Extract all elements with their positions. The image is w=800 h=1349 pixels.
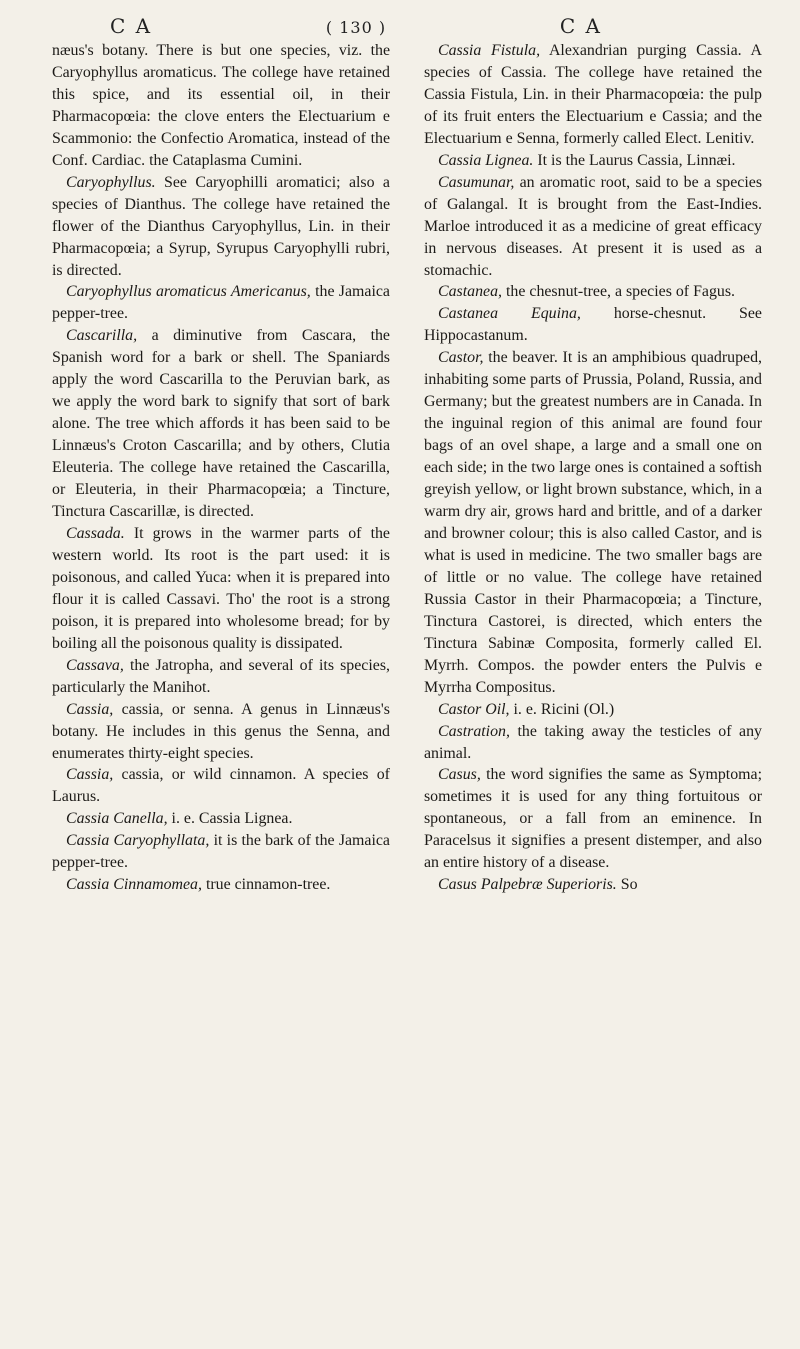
dictionary-entry <box>424 874 762 896</box>
entry-text: So <box>620 876 638 894</box>
entry-term: Cascarilla, <box>66 327 138 345</box>
entry-term: Caryophyllus. <box>66 173 156 191</box>
dictionary-entry <box>424 347 762 698</box>
entry-text: an aromatic root, said to be a species of Galangal. It is brought from the East-Indies. Marloe introduced it as a medicine of great efficacy in nervous diseases. At present it is used as a stomachic. <box>424 173 762 279</box>
entry-text: i. e. Ricini (Ol.) <box>513 700 615 718</box>
header-right: C A <box>559 14 602 38</box>
entry-term: Cassia Fistula, <box>438 42 541 59</box>
dictionary-entry <box>424 303 762 347</box>
entry-text: the taking away the testicles of any animal. <box>424 722 762 762</box>
entry-term: Caryophyllus aromaticus Americanus, <box>66 283 311 301</box>
entry-term: Casumunar, <box>438 173 515 191</box>
entry-text: the beaver. It is an amphibious quadruped, inhabiting some parts of Prussia, Poland, Russia, and Germany; but the greatest numbers are in Canada. In the inguinal region of this animal are found four bags of an ovel shape, a large and a small one on each side; in the two large ones is contained a softish greyish yellow, or light brown substance, which, in a warm dry air, grows hard and brittle, and of a darker and browner colour; this is also called Castor, and is what is used in medicine. The two smaller bags are of little or no value. The college have retained Russia Castor in their Pharmacopœia; a Tincture, Tinctura Castorei, is directed, which enters the Tinctura Sabinæ Composita, formerly called El. Myrrh. Compos. the powder enters the Pulvis e Myrrha Compositus. <box>424 349 763 696</box>
text-columns <box>52 40 762 896</box>
entry-text: the word signifies the same as Symptoma; sometimes it is used for any thing fortuitous or spontaneous, or a fall from an eminence. In Paracelsus it signifies a present distemper, and also an entire history of a disease. <box>424 766 762 872</box>
dictionary-entry <box>52 40 390 172</box>
entry-text: Alexandrian purging Cassia. A species of Cassia. The college have retained the Cassia Fistula, Lin. in their Pharmacopœia: the pulp of its fruit enters the Electuarium e Cassia; and the Electuarium e Senna, formerly called Elect. Lenitiv. <box>424 42 762 147</box>
entry-text: the Jatropha, and several of its species, particularly the Manihot. <box>52 656 390 696</box>
header-left: C A <box>110 14 153 38</box>
entry-text: the Jamaica pepper-tree. <box>52 283 390 323</box>
dictionary-entry <box>52 281 390 325</box>
entry-term: Cassia Lignea. <box>438 151 534 169</box>
entry-text: See Caryophilli aromatici; also a species of Dianthus. The college have retained the flower of the Dianthus Caryophyllus, Lin. in their Pharmacopœia; a Syrup, Syrupus Caryophylli rubri, is directed. <box>52 173 390 279</box>
dictionary-entry <box>52 874 390 896</box>
entry-text: cassia, or senna. A genus in Linnæus's botany. He includes in this genus the Senna, and enumerates thirty-eight species. <box>52 700 390 762</box>
dictionary-entry <box>52 830 390 874</box>
dictionary-entry <box>52 699 390 765</box>
entry-term: Cassia, <box>66 700 114 718</box>
dictionary-entry <box>424 699 762 721</box>
dictionary-entry <box>424 764 762 874</box>
entry-text: it is the bark of the Jamaica pepper-tree. <box>52 832 390 872</box>
dictionary-entry <box>52 325 390 523</box>
entry-text: It grows in the warmer parts of the western world. Its root is the part used: it is poisonous, and called Yuca: when it is prepared into flour it is called Cassavi. Tho' the root is a strong poison, it is prepared into wholesome bread; for by boiling all the poisonous quality is dissipated. <box>52 524 390 652</box>
entry-text: horse-chesnut. See Hippocastanum. <box>424 305 762 345</box>
dictionary-entry <box>52 764 390 808</box>
entry-text: the chesnut-tree, a species of Fagus. <box>506 283 736 301</box>
dictionary-entry <box>424 281 762 303</box>
entry-term: Cassia Canella, <box>66 810 168 828</box>
dictionary-entry <box>424 172 762 282</box>
entry-term: Casus Palpebræ Superioris. <box>438 876 617 894</box>
entry-text: a diminutive from Cascara, the Spanish word for a bark or shell. The Spaniards apply the word Cascarilla to the Peruvian bark, as we apply the word bark to signify that sort of bark alone. The tree which affords it has been said to be Linnæus's Croton Cascarilla; and by others, Clutia Eleuteria. The college have retained the Cascarilla, or Eleuteria, in their Pharmacopœia; a Tincture, Tinctura Cascarillæ, is directed. <box>52 327 390 521</box>
dictionary-entry <box>424 40 762 150</box>
entry-term: Cassia Cinnamomea, <box>66 876 202 894</box>
dictionary-entry <box>424 721 762 765</box>
entry-text: true cinnamon-tree. <box>205 876 331 894</box>
entry-term: Cassava, <box>66 656 124 674</box>
left-column <box>52 40 390 896</box>
dictionary-entry <box>52 523 390 655</box>
entry-term: Cassada. <box>66 524 125 542</box>
right-column <box>424 40 762 896</box>
entry-text: cassia, or wild cinnamon. A species of Laurus. <box>52 766 390 806</box>
entry-text: It is the Laurus Cassia, Linnæi. <box>537 151 736 169</box>
entry-term: Cassia, <box>66 766 114 784</box>
entry-term: Cassia Caryophyllata, <box>66 832 210 850</box>
entry-term: Casus, <box>438 766 481 784</box>
page-number: ( 130 ) <box>325 18 387 37</box>
dictionary-entry <box>424 150 762 172</box>
dictionary-entry <box>52 172 390 282</box>
dictionary-entry <box>52 655 390 699</box>
entry-text: næus's botany. There is but one species, viz. the Caryophyllus aromaticus. The college have retained this spice, and its essential oil, in their Pharmacopœia: the clove enters the Electuarium e Scammonio: the Confectio Aromatica, instead of the Conf. Cardiac. the Cataplasma Cumini. <box>52 42 390 169</box>
entry-text: i. e. Cassia Lignea. <box>171 810 293 828</box>
entry-term: Castration, <box>438 722 510 740</box>
dictionary-entry <box>52 808 390 830</box>
running-header <box>52 14 762 38</box>
entry-term: Castanea, <box>438 283 503 301</box>
entry-term: Castanea Equina, <box>438 305 581 323</box>
entry-term: Castor, <box>438 349 484 367</box>
entry-term: Castor Oil, <box>438 700 510 718</box>
